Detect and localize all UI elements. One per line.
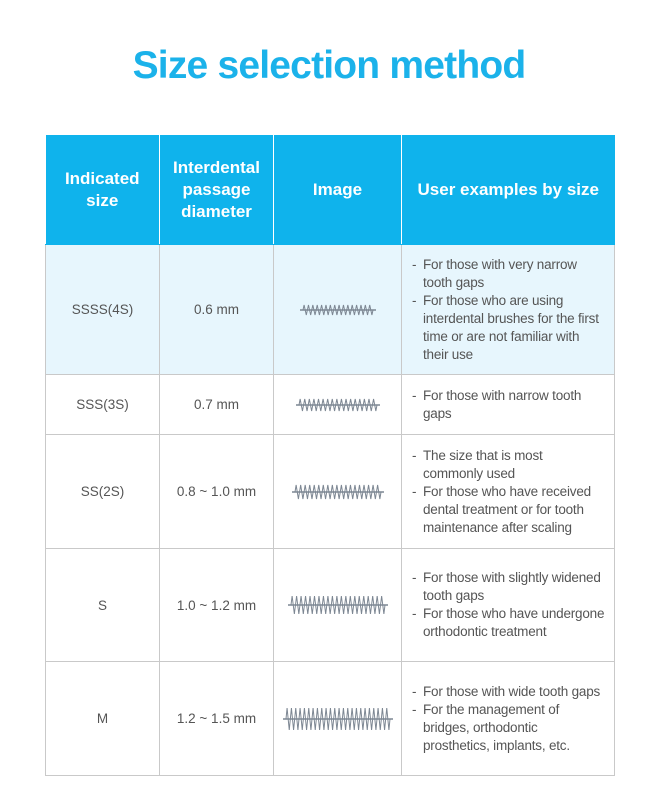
interdental-brush-s-icon (288, 591, 388, 619)
diameter-cell: 0.6 mm (160, 245, 274, 375)
table-row-4s (46, 245, 615, 375)
header-image: Image (274, 135, 402, 245)
image-cell (274, 662, 402, 776)
example-item: - For those with narrow tooth gaps (412, 387, 606, 423)
header-user-examples: User examples by size (402, 135, 615, 245)
image-cell (274, 375, 402, 435)
example-item: - For those who have undergone orthodontic treatment (412, 605, 606, 641)
table-row-3s (46, 375, 615, 435)
example-item: - For the management of bridges, orthodontic prosthetics, implants, etc. (412, 701, 606, 755)
diameter-cell: 1.0 ~ 1.2 mm (160, 549, 274, 662)
examples-list (412, 256, 606, 364)
examples-list (412, 387, 606, 423)
size-cell: SSS(3S) (46, 375, 160, 435)
image-cell (274, 549, 402, 662)
example-item: - The size that is most commonly used (412, 447, 606, 483)
size-cell: S (46, 549, 160, 662)
diameter-cell: 1.2 ~ 1.5 mm (160, 662, 274, 776)
header-passage-diameter: Interdental passage diameter (160, 135, 274, 245)
table-row-s (46, 549, 615, 662)
size-selection-table (45, 135, 615, 776)
examples-cell (402, 662, 615, 776)
examples-cell (402, 435, 615, 549)
diameter-cell: 0.7 mm (160, 375, 274, 435)
size-cell: SS(2S) (46, 435, 160, 549)
interdental-brush-m-icon (283, 703, 393, 735)
image-cell (274, 435, 402, 549)
diameter-cell: 0.8 ~ 1.0 mm (160, 435, 274, 549)
header-indicated-size: Indicated size (46, 135, 160, 245)
examples-list (412, 447, 606, 537)
example-item: - For those with slightly widened tooth gaps (412, 569, 606, 605)
page-title: Size selection method (132, 44, 526, 87)
table-row-m (46, 662, 615, 776)
examples-cell (402, 375, 615, 435)
example-item: - For those with very narrow tooth gaps (412, 256, 606, 292)
image-cell (274, 245, 402, 375)
interdental-brush-3s-icon (296, 394, 380, 416)
table-row-2s (46, 435, 615, 549)
size-cell: M (46, 662, 160, 776)
table-header-row (46, 135, 615, 245)
examples-list (412, 683, 606, 755)
example-item: - For those with wide tooth gaps (412, 683, 606, 701)
example-item: - For those who are using interdental brushes for the first time or are not familiar with their use (412, 292, 606, 364)
examples-cell (402, 245, 615, 375)
size-cell: SSSS(4S) (46, 245, 160, 375)
examples-list (412, 569, 606, 641)
interdental-brush-4s-icon (300, 300, 376, 320)
example-item: - For those who have received dental treatment or for tooth maintenance after scaling (412, 483, 606, 537)
interdental-brush-2s-icon (292, 480, 384, 504)
examples-cell (402, 549, 615, 662)
